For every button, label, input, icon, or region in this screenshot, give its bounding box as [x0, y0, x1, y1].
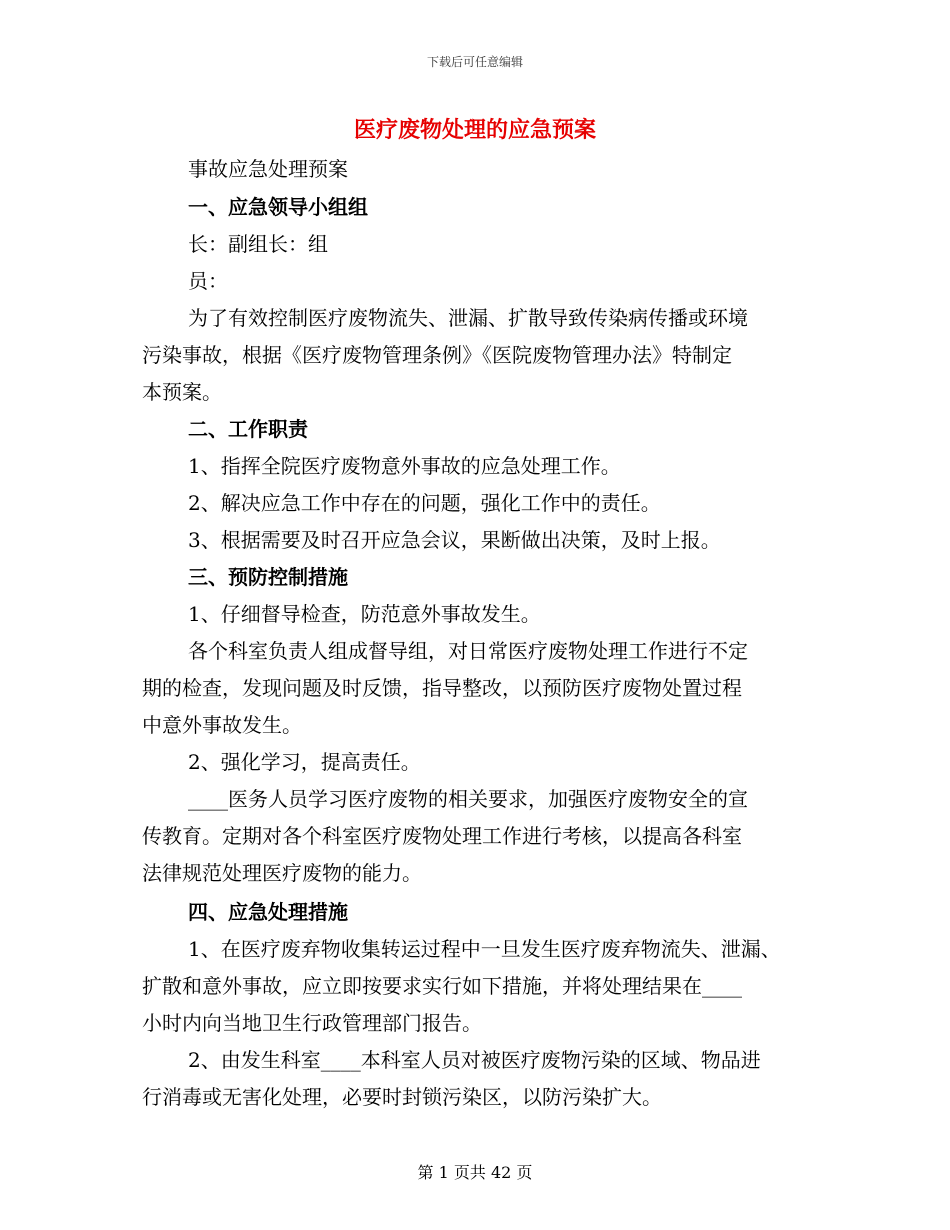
- paragraph-line: 扩散和意外事故，应立即按要求实行如下措施，并将处理结果在____: [142, 974, 742, 998]
- paragraph-line: 本预案。: [142, 380, 222, 404]
- paragraph-line: 员：: [188, 269, 228, 293]
- document-title: 医疗废物处理的应急预案: [353, 117, 596, 143]
- section-heading: 二、工作职责: [188, 417, 308, 441]
- paragraph-line: 传教育。定期对各个科室医疗废物处理工作进行考核，以提高各科室: [142, 824, 742, 848]
- page-header: 下载后可任意编辑: [426, 55, 523, 69]
- paragraph-line: ____医务人员学习医疗废物的相关要求，加强医疗废物安全的宣: [188, 787, 748, 811]
- paragraph-line: 小时内向当地卫生行政管理部门报告。: [142, 1011, 482, 1035]
- paragraph-line: 行消毒或无害化处理，必要时封锁污染区，以防污染扩大。: [142, 1085, 662, 1109]
- paragraph-line: 1、在医疗废弃物收集转运过程中一旦发生医疗废弃物流失、泄漏、: [188, 937, 781, 961]
- paragraph-line: 中意外事故发生。: [142, 713, 302, 737]
- paragraph-line: 2、由发生科室____本科室人员对被医疗废物污染的区域、物品进: [188, 1048, 761, 1072]
- paragraph-line: 2、强化学习，提高责任。: [188, 750, 421, 774]
- paragraph-line: 长：副组长：组: [188, 232, 328, 256]
- paragraph-line: 污染事故，根据《医疗废物管理条例》《医院废物管理办法》特制定: [142, 343, 732, 367]
- section-heading: 一、应急领导小组组: [188, 195, 368, 219]
- paragraph-line: 1、指挥全院医疗废物意外事故的应急处理工作。: [188, 454, 621, 478]
- page-footer: 第 1 页共 42 页: [417, 1163, 533, 1182]
- paragraph-line: 各个科室负责人组成督导组，对日常医疗废物处理工作进行不定: [188, 639, 748, 663]
- paragraph-line: 法律规范处理医疗废物的能力。: [142, 861, 422, 885]
- paragraph-line: 期的检查，发现问题及时反馈，指导整改，以预防医疗废物处置过程: [142, 676, 742, 700]
- paragraph-line: 为了有效控制医疗废物流失、泄漏、扩散导致传染病传播或环境: [188, 306, 748, 330]
- paragraph-line: 3、根据需要及时召开应急会议，果断做出决策，及时上报。: [188, 528, 721, 552]
- paragraph-line: 事故应急处理预案: [188, 157, 348, 181]
- paragraph-line: 2、解决应急工作中存在的问题，强化工作中的责任。: [188, 491, 661, 515]
- section-heading: 三、预防控制措施: [188, 565, 348, 589]
- paragraph-line: 1、仔细督导检查，防范意外事故发生。: [188, 602, 541, 626]
- section-heading: 四、应急处理措施: [188, 900, 348, 924]
